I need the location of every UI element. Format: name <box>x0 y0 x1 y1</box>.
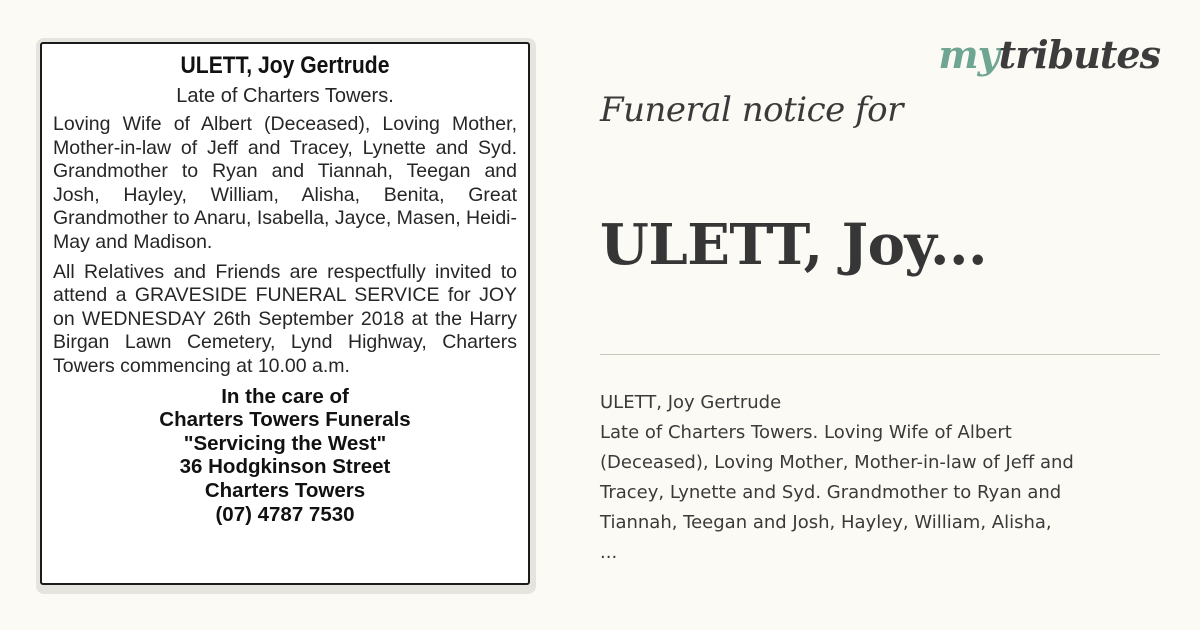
logo-my: my <box>938 32 999 77</box>
excerpt-line: ULETT, Joy Gertrude <box>600 392 782 413</box>
deceased-name: ULETT, Joy... <box>600 212 988 278</box>
care-line: 36 Hodgkinson Street <box>179 455 391 479</box>
notice-excerpt <box>600 388 1160 568</box>
mytributes-logo[interactable] <box>938 32 1160 77</box>
excerpt-line: (Deceased), Loving Mother, Mother-in-law of Jeff and <box>600 452 1074 473</box>
notice-funeral-director <box>52 385 518 527</box>
page-headline: Funeral notice for <box>600 90 903 130</box>
care-line: In the care of <box>221 384 349 408</box>
care-line: Charters Towers Funerals <box>159 408 411 432</box>
logo-tributes: tributes <box>998 32 1160 77</box>
care-line: "Servicing the West" <box>183 431 387 455</box>
divider <box>600 354 1160 355</box>
care-line: Charters Towers <box>204 478 366 502</box>
notice-name: ULETT, Joy Gertrude <box>180 52 390 79</box>
notice-service-paragraph: All Relatives and Friends are respectfully invited to attend a GRAVESIDE FUNERAL SERVICE for JOY on WEDNESDAY 26th September 2018 at the Harry Birgan Lawn Cemetery, Lynd Highway, Charters Towers commencing at 10.00 a.m. <box>53 260 517 377</box>
care-line: (07) 4787 7530 <box>215 502 355 526</box>
notice-family-paragraph: Loving Wife of Albert (Deceased), Loving Mother, Mother-in-law of Jeff and Tracey, Lynette and Syd. Grandmother to Ryan and Tiannah, Teegan and Josh, Hayley, William, Alisha, Benita, Great Grandmother to Anaru, Isabella, Jayce, Masen, Heidi-May and Madison. <box>53 113 517 253</box>
notice-late-of: Late of Charters Towers. <box>176 85 394 107</box>
excerpt-line: Late of Charters Towers. Loving Wife of Albert <box>600 422 1012 443</box>
excerpt-ellipsis: ... <box>600 542 618 563</box>
excerpt-line: Tracey, Lynette and Syd. Grandmother to Ryan and <box>600 482 1062 503</box>
excerpt-line: Tiannah, Teegan and Josh, Hayley, William, Alisha, <box>600 512 1052 533</box>
notice-clipping <box>40 42 530 585</box>
